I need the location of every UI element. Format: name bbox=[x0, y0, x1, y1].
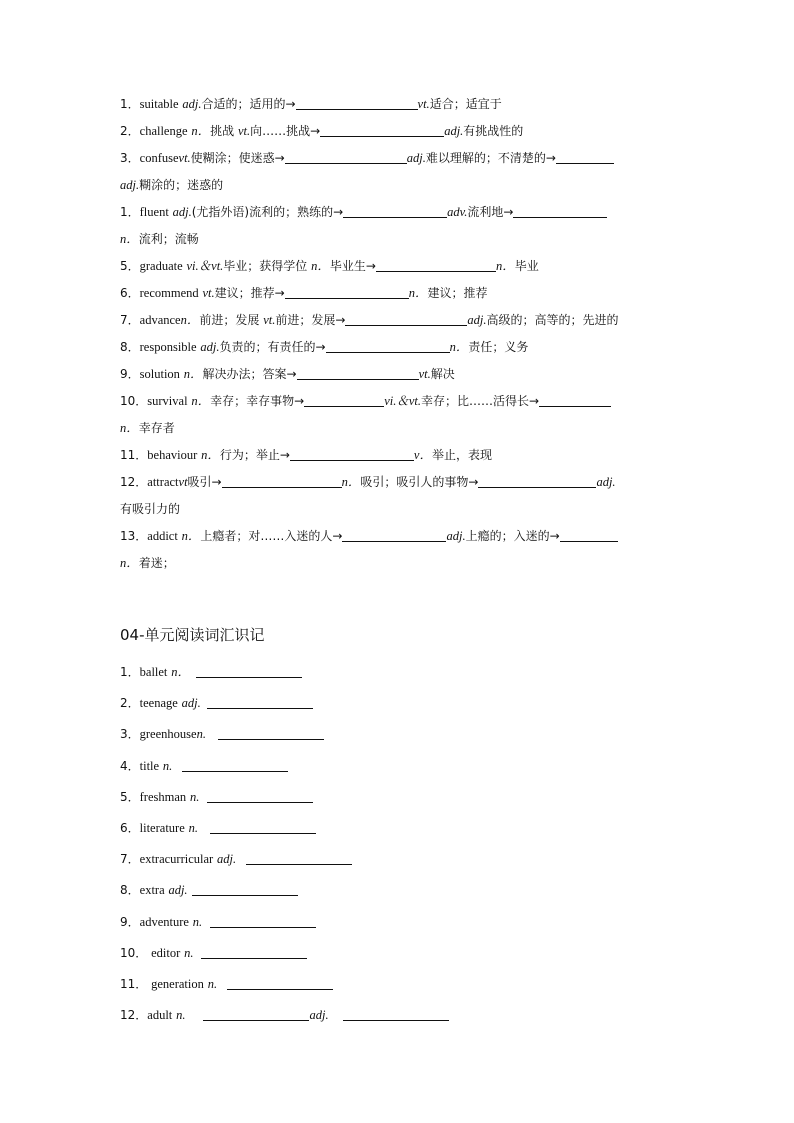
definition: 上瘾者；对……入迷的人→ bbox=[200, 529, 343, 543]
pos: n. bbox=[162, 758, 173, 773]
headword: ballet bbox=[139, 665, 168, 679]
headword: greenhouse bbox=[139, 727, 197, 742]
exercise-item bbox=[120, 253, 676, 280]
answer-blank[interactable] bbox=[478, 474, 596, 488]
definition: 责任；义务 bbox=[468, 340, 529, 354]
answer-blank[interactable] bbox=[196, 664, 302, 678]
definition: 毕业 bbox=[514, 259, 539, 273]
exercise-item bbox=[120, 145, 676, 172]
pos: n. bbox=[192, 914, 203, 929]
pos: n． bbox=[181, 529, 201, 543]
definition: 解决办法；答案→ bbox=[202, 367, 297, 381]
definition: 毕业；获得学位 bbox=[223, 259, 308, 273]
answer-blank[interactable] bbox=[218, 726, 324, 740]
headword: adventure bbox=[139, 914, 189, 929]
pos: vi.＆vt. bbox=[384, 394, 422, 408]
definition: 高级的；高等的；先进的 bbox=[486, 313, 619, 327]
definition: 有挑战性的 bbox=[463, 124, 524, 138]
item-number: 12． bbox=[120, 475, 148, 489]
answer-blank[interactable] bbox=[227, 976, 333, 990]
answer-blank[interactable] bbox=[246, 851, 352, 865]
pos: n． bbox=[120, 556, 139, 570]
pos: vt. bbox=[237, 124, 251, 138]
definition: 使糊涂；使迷惑→ bbox=[190, 151, 285, 165]
vocab-item bbox=[120, 974, 676, 1005]
definition: 行为；举止→ bbox=[219, 448, 290, 462]
pos: adj. bbox=[182, 97, 202, 111]
vocab-item bbox=[120, 818, 676, 849]
exercise-item bbox=[120, 118, 676, 145]
definition: 挑战 bbox=[210, 124, 235, 138]
pos: adv. bbox=[447, 205, 468, 219]
item-number: 1． bbox=[120, 97, 140, 111]
item-number: 2． bbox=[120, 124, 140, 138]
vocab-item bbox=[120, 1005, 676, 1036]
pos: n. bbox=[189, 789, 200, 804]
headword: addict bbox=[147, 529, 178, 543]
headword: survival bbox=[147, 394, 188, 408]
answer-blank[interactable] bbox=[182, 758, 288, 772]
vocabulary-list bbox=[120, 662, 676, 1036]
item-number: 9． bbox=[120, 914, 140, 929]
answer-blank[interactable] bbox=[320, 123, 444, 137]
exercise-item-continued bbox=[120, 226, 676, 253]
item-number: 12． bbox=[120, 1008, 148, 1023]
answer-blank[interactable] bbox=[304, 393, 384, 407]
definition: 解决 bbox=[430, 367, 455, 381]
headword: freshman bbox=[139, 789, 187, 804]
answer-blank[interactable] bbox=[342, 528, 446, 542]
pos: n. bbox=[207, 976, 218, 991]
pos: adj. bbox=[181, 696, 201, 711]
exercise-item bbox=[120, 91, 676, 118]
definition: 吸引→ bbox=[187, 475, 222, 489]
answer-blank[interactable] bbox=[556, 150, 614, 164]
pos: n． bbox=[201, 448, 220, 462]
pos: adj. bbox=[444, 124, 464, 138]
headword: graduate bbox=[139, 259, 183, 273]
answer-blank[interactable] bbox=[326, 339, 450, 353]
answer-blank[interactable] bbox=[203, 1007, 309, 1021]
pos: vt. bbox=[418, 367, 431, 381]
headword: adult bbox=[147, 1008, 173, 1023]
pos: adj. bbox=[172, 205, 192, 219]
definition: 难以理解的；不清楚的→ bbox=[425, 151, 556, 165]
item-number: 3． bbox=[120, 151, 140, 165]
answer-blank[interactable] bbox=[296, 96, 418, 110]
pos: n. bbox=[188, 820, 198, 835]
vocab-item bbox=[120, 912, 676, 943]
item-number: 4． bbox=[120, 758, 140, 773]
vocab-item bbox=[120, 849, 676, 880]
item-number: 10． bbox=[120, 945, 148, 960]
pos: adj. bbox=[120, 178, 140, 192]
headword: literature bbox=[139, 820, 185, 835]
vocab-item bbox=[120, 693, 676, 724]
headword: title bbox=[139, 758, 160, 773]
answer-blank[interactable] bbox=[222, 474, 342, 488]
answer-blank[interactable] bbox=[376, 258, 496, 272]
headword: suitable bbox=[139, 97, 179, 111]
pos: n． bbox=[191, 124, 211, 138]
definition: 幸存；幸存事物→ bbox=[210, 394, 305, 408]
answer-blank[interactable] bbox=[560, 528, 618, 542]
definition: 前进；发展 bbox=[199, 313, 260, 327]
pos: adj. bbox=[309, 1008, 329, 1023]
headword: fluent bbox=[139, 205, 169, 219]
vocab-item bbox=[120, 880, 676, 911]
vocab-item bbox=[120, 943, 676, 974]
headword: challenge bbox=[139, 124, 188, 138]
exercise-item bbox=[120, 442, 676, 469]
definition: 向……挑战→ bbox=[250, 124, 321, 138]
definition: 幸存者 bbox=[138, 421, 175, 435]
answer-blank[interactable] bbox=[297, 366, 419, 380]
item-number: 8． bbox=[120, 340, 140, 354]
headword: extra bbox=[139, 883, 165, 898]
answer-blank[interactable] bbox=[207, 695, 313, 709]
exercise-item-continued bbox=[120, 496, 676, 523]
headword: attract bbox=[147, 475, 179, 489]
vocab-item bbox=[120, 787, 676, 818]
pos: n． bbox=[120, 421, 139, 435]
item-number: 6． bbox=[120, 286, 140, 300]
item-number: 10． bbox=[120, 394, 148, 408]
item-number: 8． bbox=[120, 883, 140, 898]
answer-blank[interactable] bbox=[513, 204, 607, 218]
answer-blank[interactable] bbox=[345, 312, 467, 326]
vocab-item bbox=[120, 724, 676, 755]
exercise-item bbox=[120, 361, 676, 388]
definition: 合适的；适用的→ bbox=[201, 97, 296, 111]
pos: vt. bbox=[263, 313, 276, 327]
definition: 流利；流畅 bbox=[138, 232, 199, 246]
answer-blank[interactable] bbox=[207, 789, 313, 803]
exercise-item bbox=[120, 334, 676, 361]
pos: n． bbox=[183, 367, 203, 381]
item-number: 9． bbox=[120, 367, 140, 381]
pos: n． bbox=[408, 286, 428, 300]
definition: 上瘾的；入迷的→ bbox=[465, 529, 560, 543]
answer-blank[interactable] bbox=[285, 285, 409, 299]
section-heading: 04-单元阅读词汇识记 bbox=[120, 626, 265, 644]
pos: vt. bbox=[178, 151, 191, 165]
exercise-item bbox=[120, 307, 676, 334]
item-number: 11． bbox=[120, 976, 148, 991]
headword: behaviour bbox=[147, 448, 198, 462]
pos: adj. bbox=[168, 883, 188, 898]
answer-blank[interactable] bbox=[210, 820, 316, 834]
item-number: 3． bbox=[120, 727, 140, 742]
pos: n． bbox=[341, 475, 361, 489]
definition: 前进；发展→ bbox=[275, 313, 346, 327]
pos: n. bbox=[184, 945, 194, 960]
item-number: 1． bbox=[120, 205, 140, 219]
pos: n． bbox=[495, 259, 515, 273]
definition: 糊涂的；迷惑的 bbox=[139, 178, 224, 192]
definition: 建议；推荐→ bbox=[214, 286, 285, 300]
definition: 着迷； bbox=[138, 556, 175, 570]
pos: n． bbox=[449, 340, 469, 354]
exercise-item-continued bbox=[120, 415, 676, 442]
definition: 流利地→ bbox=[467, 205, 514, 219]
pos: n． bbox=[311, 259, 330, 273]
pos: n. bbox=[196, 727, 206, 742]
pos: vt bbox=[178, 475, 188, 489]
headword: solution bbox=[139, 367, 180, 381]
exercise-item bbox=[120, 469, 676, 496]
pos: adj. bbox=[406, 151, 426, 165]
headword: teenage bbox=[139, 696, 178, 711]
definition: 有吸引力的 bbox=[120, 502, 181, 516]
pos: n． bbox=[171, 665, 190, 679]
item-number: 7． bbox=[120, 852, 140, 867]
item-number: 6． bbox=[120, 820, 140, 835]
definition: 负责的；有责任的→ bbox=[219, 340, 326, 354]
headword: extracurricular bbox=[139, 852, 214, 867]
item-number: 2． bbox=[120, 696, 140, 711]
answer-blank[interactable] bbox=[539, 393, 611, 407]
pos: adj. bbox=[446, 529, 466, 543]
definition: 毕业生→ bbox=[329, 259, 376, 273]
headword: responsible bbox=[139, 340, 197, 354]
answer-blank[interactable] bbox=[285, 150, 407, 164]
pos: v． bbox=[413, 448, 432, 462]
definition: 适合；适宜于 bbox=[429, 97, 502, 111]
item-number: 11． bbox=[120, 448, 148, 462]
item-number: 5． bbox=[120, 789, 140, 804]
definition: (尤指外语)流利的；熟练的→ bbox=[191, 205, 344, 219]
exercise-item-continued bbox=[120, 550, 676, 577]
exercise-item bbox=[120, 199, 676, 226]
exercise-item bbox=[120, 523, 676, 550]
exercise-item bbox=[120, 280, 676, 307]
exercise-item bbox=[120, 388, 676, 415]
answer-blank[interactable] bbox=[201, 945, 307, 959]
pos: vt. bbox=[202, 286, 215, 300]
pos: n． bbox=[180, 313, 200, 327]
pos: adj. bbox=[217, 852, 237, 867]
derivation-exercises bbox=[120, 91, 676, 577]
item-number: 5． bbox=[120, 259, 140, 273]
pos: adj. bbox=[596, 475, 616, 489]
item-number: 13． bbox=[120, 529, 148, 543]
pos: n． bbox=[191, 394, 211, 408]
pos: adj. bbox=[200, 340, 220, 354]
item-number: 7． bbox=[120, 313, 140, 327]
headword: recommend bbox=[139, 286, 199, 300]
headword: advance bbox=[139, 313, 181, 327]
definition: 幸存；比……活得长→ bbox=[421, 394, 540, 408]
headword: editor bbox=[151, 945, 181, 960]
vocab-item bbox=[120, 756, 676, 787]
definition: 举止，表现 bbox=[431, 448, 492, 462]
pos: vt. bbox=[417, 97, 430, 111]
pos: n． bbox=[120, 232, 139, 246]
pos: n. bbox=[176, 1008, 186, 1023]
exercise-item-continued bbox=[120, 172, 676, 199]
pos: vi.＆vt. bbox=[186, 259, 224, 273]
definition: 吸引；吸引人的事物→ bbox=[360, 475, 479, 489]
answer-blank[interactable] bbox=[343, 1007, 449, 1021]
headword: confuse bbox=[139, 151, 179, 165]
answer-blank[interactable] bbox=[290, 447, 414, 461]
definition: 建议；推荐 bbox=[427, 286, 488, 300]
item-number: 1． bbox=[120, 665, 140, 679]
answer-blank[interactable] bbox=[192, 882, 298, 896]
answer-blank[interactable] bbox=[210, 914, 316, 928]
headword: generation bbox=[151, 976, 204, 991]
pos: adj. bbox=[467, 313, 487, 327]
vocab-item bbox=[120, 662, 676, 693]
answer-blank[interactable] bbox=[343, 204, 447, 218]
